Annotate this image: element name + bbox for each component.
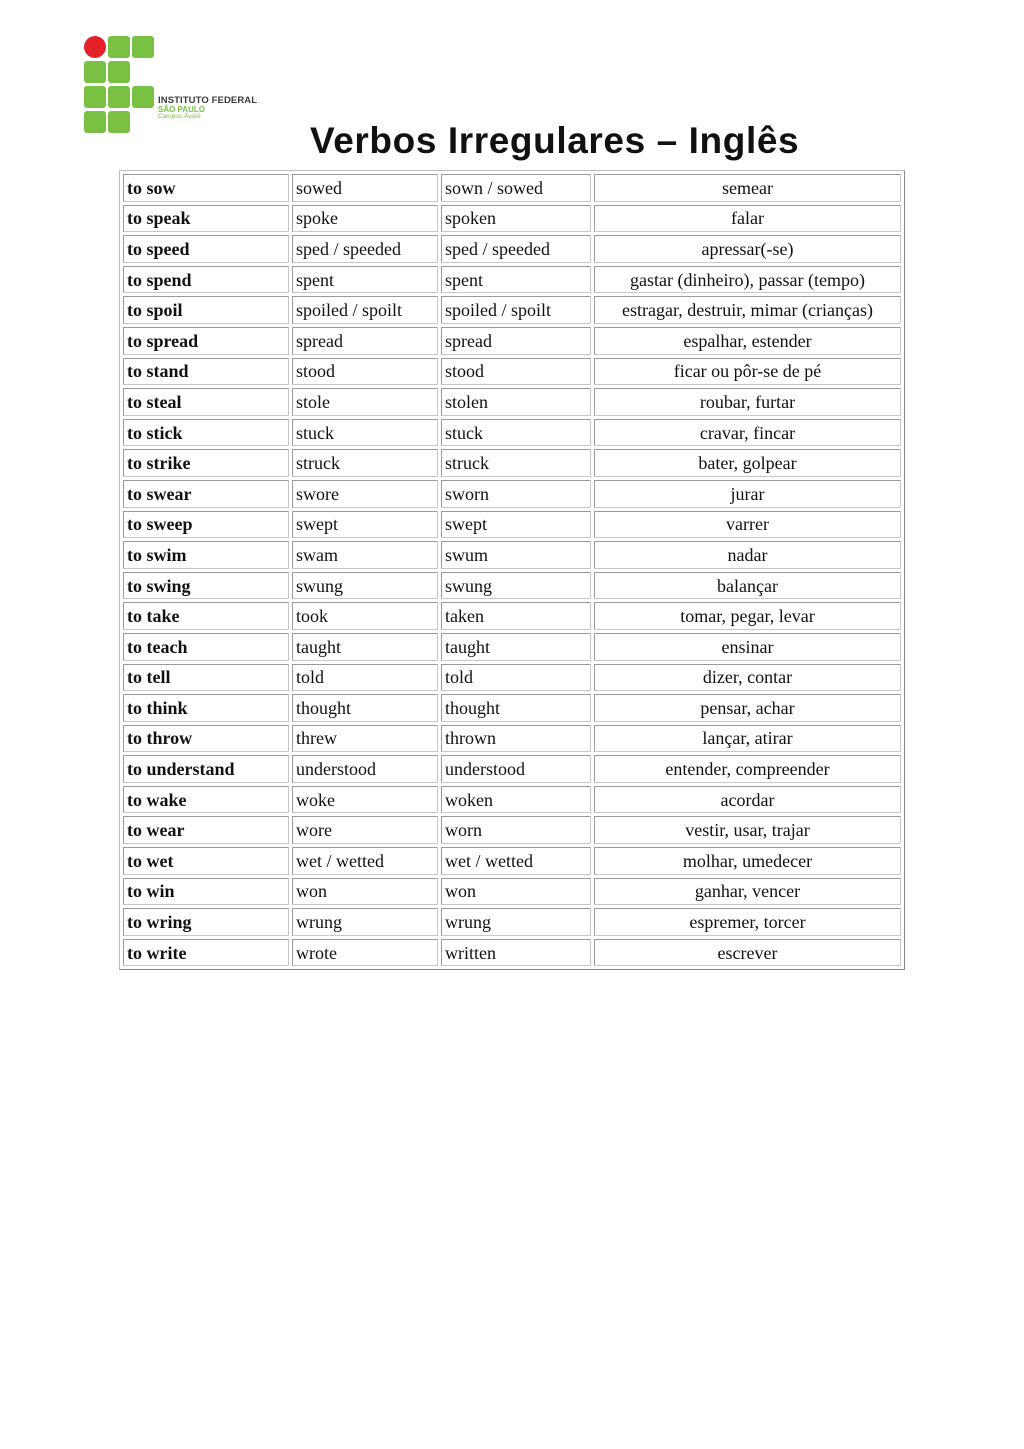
- logo-state: SÃO PAULO: [158, 104, 205, 114]
- verb-past-participle: sown / sowed: [441, 174, 591, 202]
- verb-translation: dizer, contar: [594, 664, 901, 692]
- verb-simple-past: wrote: [292, 939, 438, 967]
- verb-infinitive: to win: [123, 878, 289, 906]
- verb-simple-past: swung: [292, 572, 438, 600]
- verb-past-participle: spread: [441, 327, 591, 355]
- verb-simple-past: wet / wetted: [292, 847, 438, 875]
- verb-infinitive: to wear: [123, 816, 289, 844]
- verb-simple-past: sowed: [292, 174, 438, 202]
- verb-translation: bater, golpear: [594, 449, 901, 477]
- verb-translation: nadar: [594, 541, 901, 569]
- verb-simple-past: swore: [292, 480, 438, 508]
- verb-infinitive: to sweep: [123, 511, 289, 539]
- verb-past-participle: woken: [441, 786, 591, 814]
- verb-infinitive: to sow: [123, 174, 289, 202]
- table-row: [123, 786, 901, 814]
- verb-infinitive: to throw: [123, 725, 289, 753]
- table-row: [123, 816, 901, 844]
- verb-translation: balançar: [594, 572, 901, 600]
- verb-translation: estragar, destruir, mimar (crianças): [594, 296, 901, 324]
- table-row: [123, 602, 901, 630]
- table-row: [123, 694, 901, 722]
- verb-past-participle: taught: [441, 633, 591, 661]
- verb-translation: jurar: [594, 480, 901, 508]
- table-row: [123, 205, 901, 233]
- verb-infinitive: to steal: [123, 388, 289, 416]
- verb-translation: roubar, furtar: [594, 388, 901, 416]
- verb-past-participle: stolen: [441, 388, 591, 416]
- verb-simple-past: swam: [292, 541, 438, 569]
- verb-simple-past: spoke: [292, 205, 438, 233]
- verbs-table-body: [123, 174, 901, 966]
- verb-past-participle: stuck: [441, 419, 591, 447]
- table-row: [123, 266, 901, 294]
- verb-infinitive: to spend: [123, 266, 289, 294]
- verb-past-participle: taken: [441, 602, 591, 630]
- verb-infinitive: to speed: [123, 235, 289, 263]
- verb-translation: lançar, atirar: [594, 725, 901, 753]
- verb-translation: varrer: [594, 511, 901, 539]
- verb-past-participle: thrown: [441, 725, 591, 753]
- table-row: [123, 664, 901, 692]
- verb-translation: ensinar: [594, 633, 901, 661]
- verb-past-participle: swept: [441, 511, 591, 539]
- verb-infinitive: to stick: [123, 419, 289, 447]
- verb-simple-past: woke: [292, 786, 438, 814]
- verb-translation: cravar, fincar: [594, 419, 901, 447]
- verb-translation: espalhar, estender: [594, 327, 901, 355]
- verb-translation: pensar, achar: [594, 694, 901, 722]
- verb-infinitive: to wring: [123, 908, 289, 936]
- verb-infinitive: to spoil: [123, 296, 289, 324]
- table-row: [123, 419, 901, 447]
- table-row: [123, 847, 901, 875]
- verb-translation: tomar, pegar, levar: [594, 602, 901, 630]
- verb-infinitive: to strike: [123, 449, 289, 477]
- verb-infinitive: to tell: [123, 664, 289, 692]
- verb-infinitive: to teach: [123, 633, 289, 661]
- verb-translation: acordar: [594, 786, 901, 814]
- verb-infinitive: to write: [123, 939, 289, 967]
- table-row: [123, 296, 901, 324]
- verb-translation: semear: [594, 174, 901, 202]
- table-row: [123, 327, 901, 355]
- verb-simple-past: taught: [292, 633, 438, 661]
- verb-past-participle: wet / wetted: [441, 847, 591, 875]
- verb-past-participle: sped / speeded: [441, 235, 591, 263]
- logo-institution-name: INSTITUTO FEDERAL: [158, 95, 258, 106]
- verb-past-participle: written: [441, 939, 591, 967]
- table-row: [123, 939, 901, 967]
- verb-translation: falar: [594, 205, 901, 233]
- verb-simple-past: thought: [292, 694, 438, 722]
- verb-simple-past: took: [292, 602, 438, 630]
- verb-infinitive: to think: [123, 694, 289, 722]
- verb-simple-past: won: [292, 878, 438, 906]
- verb-translation: entender, compreender: [594, 755, 901, 783]
- verb-infinitive: to swing: [123, 572, 289, 600]
- verb-past-participle: stood: [441, 358, 591, 386]
- verb-infinitive: to wet: [123, 847, 289, 875]
- verb-past-participle: told: [441, 664, 591, 692]
- verb-simple-past: wore: [292, 816, 438, 844]
- table-row: [123, 572, 901, 600]
- verb-past-participle: understood: [441, 755, 591, 783]
- verb-simple-past: struck: [292, 449, 438, 477]
- logo-campus: Campus Avaré: [158, 113, 201, 121]
- verb-translation: vestir, usar, trajar: [594, 816, 901, 844]
- verb-translation: molhar, umedecer: [594, 847, 901, 875]
- verb-past-participle: struck: [441, 449, 591, 477]
- table-row: [123, 878, 901, 906]
- verb-past-participle: spent: [441, 266, 591, 294]
- verb-translation: ficar ou pôr-se de pé: [594, 358, 901, 386]
- verb-infinitive: to spread: [123, 327, 289, 355]
- verb-past-participle: wrung: [441, 908, 591, 936]
- verb-simple-past: stood: [292, 358, 438, 386]
- verb-simple-past: wrung: [292, 908, 438, 936]
- table-row: [123, 541, 901, 569]
- verb-simple-past: spent: [292, 266, 438, 294]
- table-row: [123, 755, 901, 783]
- table-row: [123, 388, 901, 416]
- table-row: [123, 235, 901, 263]
- verb-translation: espremer, torcer: [594, 908, 901, 936]
- verb-past-participle: spoken: [441, 205, 591, 233]
- verbs-table: [119, 170, 905, 970]
- verb-infinitive: to stand: [123, 358, 289, 386]
- table-row: [123, 725, 901, 753]
- page-title: Verbos Irregulares – Inglês: [310, 120, 800, 161]
- table-row: [123, 480, 901, 508]
- verb-simple-past: spoiled / spoilt: [292, 296, 438, 324]
- table-row: [123, 633, 901, 661]
- table-row: [123, 358, 901, 386]
- verb-infinitive: to swim: [123, 541, 289, 569]
- verb-infinitive: to swear: [123, 480, 289, 508]
- verb-translation: gastar (dinheiro), passar (tempo): [594, 266, 901, 294]
- verb-simple-past: threw: [292, 725, 438, 753]
- verb-translation: ganhar, vencer: [594, 878, 901, 906]
- verb-simple-past: understood: [292, 755, 438, 783]
- verb-simple-past: swept: [292, 511, 438, 539]
- verb-translation: apressar(-se): [594, 235, 901, 263]
- table-row: [123, 174, 901, 202]
- verb-simple-past: stole: [292, 388, 438, 416]
- table-row: [123, 511, 901, 539]
- verb-infinitive: to understand: [123, 755, 289, 783]
- verb-past-participle: spoiled / spoilt: [441, 296, 591, 324]
- verb-translation: escrever: [594, 939, 901, 967]
- verb-past-participle: swung: [441, 572, 591, 600]
- verb-infinitive: to take: [123, 602, 289, 630]
- verb-past-participle: swum: [441, 541, 591, 569]
- verb-past-participle: sworn: [441, 480, 591, 508]
- verb-simple-past: told: [292, 664, 438, 692]
- verb-simple-past: stuck: [292, 419, 438, 447]
- table-row: [123, 449, 901, 477]
- verb-past-participle: thought: [441, 694, 591, 722]
- verb-simple-past: spread: [292, 327, 438, 355]
- verb-infinitive: to speak: [123, 205, 289, 233]
- logo-text: [158, 96, 257, 121]
- institution-logo: [84, 36, 264, 136]
- verb-past-participle: won: [441, 878, 591, 906]
- verb-infinitive: to wake: [123, 786, 289, 814]
- verb-simple-past: sped / speeded: [292, 235, 438, 263]
- verb-past-participle: worn: [441, 816, 591, 844]
- table-row: [123, 908, 901, 936]
